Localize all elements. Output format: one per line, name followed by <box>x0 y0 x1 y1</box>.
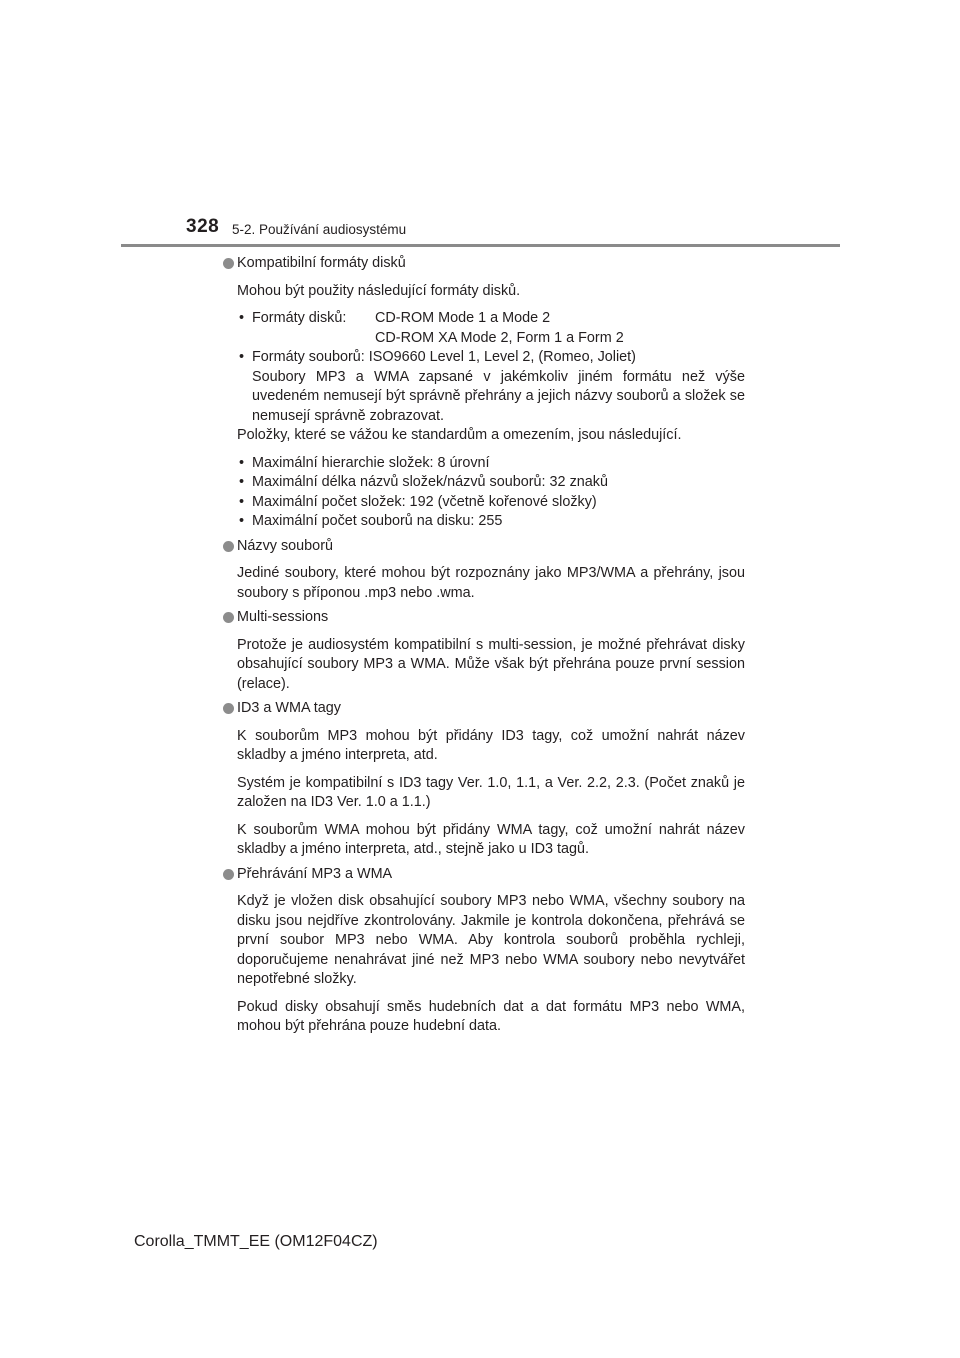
section-title: 5-2. Používání audiosystému <box>232 222 407 237</box>
page-number: 328 <box>186 216 220 237</box>
limits-intro: Položky, které se vážou ke standardům a omezením, jsou následující. <box>237 427 682 443</box>
heading-disc-formats: Kompatibilní formáty disků <box>222 254 745 274</box>
circle-bullet-icon <box>223 541 234 552</box>
list-item: • Maximální hierarchie složek: 8 úrovní <box>237 454 745 474</box>
disc-formats-intro: Mohou být použity následující formáty disků. <box>237 282 521 299</box>
id3-paragraph: Systém je kompatibilní s ID3 tagy Ver. 1.0, 1.1, a Ver. 2.2, 2.3. (Počet znaků je založen na ID3 Ver. 1.0 a 1.1.) <box>237 774 745 810</box>
heading-multisession: Multi-sessions <box>222 608 745 628</box>
playback-paragraph: Pokud disky obsahují směs hudebních dat a dat formátu MP3 nebo WMA, mohou být přehrána pouze hudební data. <box>237 998 745 1034</box>
disc-formats-label: • Formáty disků: <box>252 310 347 326</box>
header-divider <box>121 244 840 247</box>
circle-bullet-icon <box>223 258 234 269</box>
disc-formats-list <box>237 309 745 426</box>
disc-format-value: CD-ROM XA Mode 2, Form 1 a Form 2 <box>375 329 624 346</box>
list-item: • Maximální počet souborů na disku: 255 <box>237 512 745 532</box>
circle-bullet-icon <box>223 869 234 880</box>
disc-format-value: CD-ROM Mode 1 a Mode 2 <box>375 310 551 326</box>
list-item: • Maximální délka názvů složek/názvů souborů: 32 znaků <box>237 473 745 493</box>
list-item: • Maximální počet složek: 192 (včetně kořenové složky) <box>237 493 745 513</box>
file-formats-note: Soubory MP3 a WMA zapsané v jakémkoliv jiném formátu než výše uvedeném nemusejí být správně přehrány a jejich názvy souborů a složek se nemusejí správně zobrazovat. <box>252 368 745 424</box>
list-item <box>237 348 745 426</box>
list-item <box>237 309 745 348</box>
file-formats-label: Formáty souborů: <box>252 349 365 365</box>
footer-document-code: Corolla_TMMT_EE (OM12F04CZ) <box>134 1233 378 1250</box>
limits-list <box>237 454 745 532</box>
page-content <box>222 254 745 1037</box>
id3-paragraph: K souborům MP3 mohou být přidány ID3 tagy, což umožní nahrát název skladby a jméno interpreta, atd. <box>237 727 745 763</box>
circle-bullet-icon <box>223 703 234 714</box>
heading-playback: Přehrávání MP3 a WMA <box>222 865 745 885</box>
file-formats-value: ISO9660 Level 1, Level 2, (Romeo, Joliet) <box>368 349 636 365</box>
playback-paragraph: Když je vložen disk obsahující soubory MP3 nebo WMA, všechny soubory na disku jsou nejdříve zkontrolovány. Jakmile je kontrola dokončena, přehrává se první soubor MP3 nebo WMA. Aby kontrola souborů proběhla rychleji, doporučujeme nenahrávat jiné než MP3 nebo WMA soubory nebo nevytvářet nepotřebné složky. <box>237 893 745 987</box>
heading-id3-tags: ID3 a WMA tagy <box>222 699 745 719</box>
file-names-text: Jediné soubory, které mohou být rozpoznány jako MP3/WMA a přehrány, jsou soubory s příponou .mp3 nebo .wma. <box>237 565 745 601</box>
id3-paragraph: K souborům WMA mohou být přidány WMA tagy, což umožní nahrát název skladby a jméno interpreta, atd., stejně jako u ID3 tagů. <box>237 821 745 857</box>
multisession-text: Protože je audiosystém kompatibilní s multi-session, je možné přehrávat disky obsahující soubory MP3 a WMA. Může však být přehrána pouze první session (relace). <box>237 636 745 692</box>
circle-bullet-icon <box>223 612 234 623</box>
heading-file-names: Názvy souborů <box>222 537 745 557</box>
